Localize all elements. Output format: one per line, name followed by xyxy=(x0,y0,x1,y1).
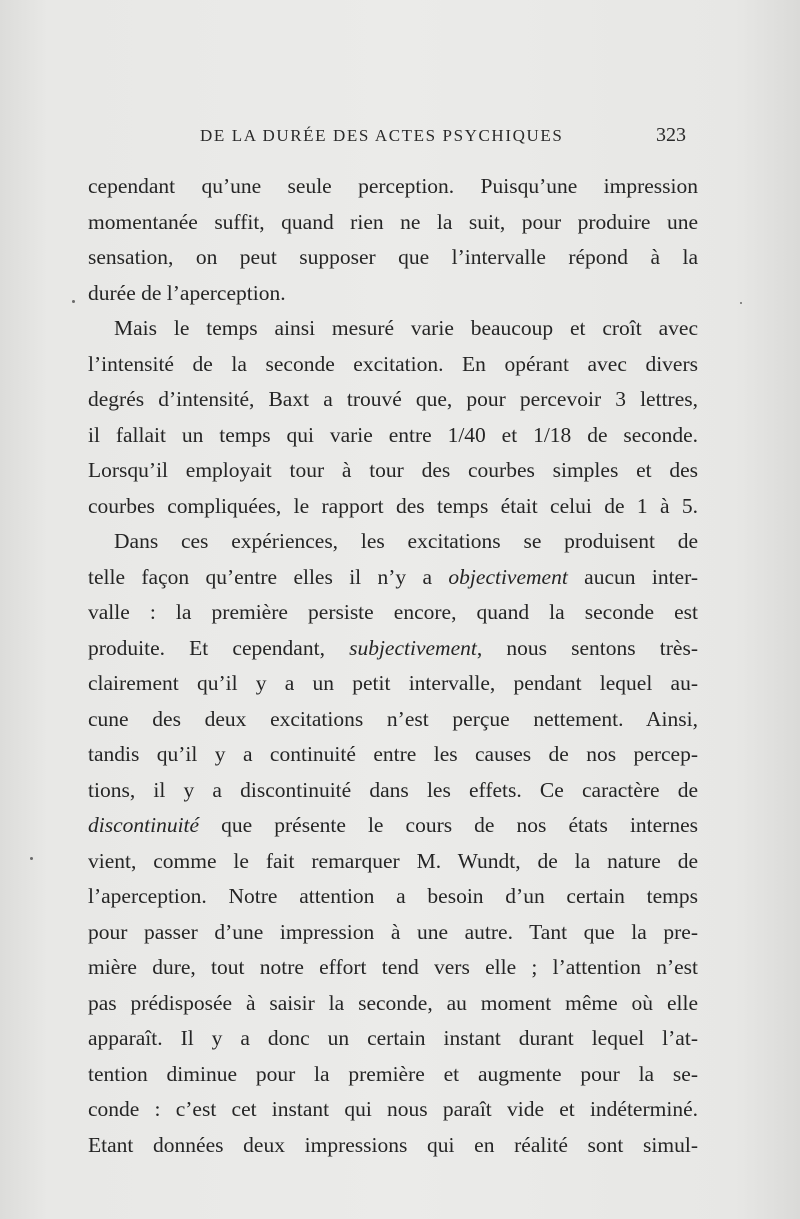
page-number: 323 xyxy=(656,124,686,146)
text-line: tention diminue pour la première et augmente pour la se- xyxy=(88,1061,698,1086)
text-line: produite. Et cependant, subjectivement, nous sentons très- xyxy=(88,635,698,660)
text-line: pour passer d’une impression à une autre. Tant que la pre- xyxy=(88,919,698,944)
text-line: l’aperception. Notre attention a besoin d’un certain temps xyxy=(88,884,698,908)
margin-speck xyxy=(30,857,33,860)
text-line: Mais le temps ainsi mesuré varie beaucoup et croît avec xyxy=(114,316,698,340)
text-line: cependant qu’une seule perception. Puisqu’une impression xyxy=(88,174,698,198)
margin-speck xyxy=(72,300,75,303)
body-text xyxy=(88,169,698,1163)
text-line: discontinuité que présente le cours de nos états internes xyxy=(88,813,698,837)
text-line: sensation, on peut supposer que l’intervalle répond à la xyxy=(88,245,698,269)
text-line: conde : c’est cet instant qui nous paraît vide et indéterminé. xyxy=(88,1097,698,1121)
text-line: valle : la première persiste encore, quand la seconde est xyxy=(88,600,698,624)
running-head xyxy=(0,126,800,156)
text-line: momentanée suffit, quand rien ne la suit, pour produire une xyxy=(88,209,698,234)
text-line: vient, comme le fait remarquer M. Wundt, de la nature de xyxy=(88,848,698,873)
text-line: Lorsqu’il employait tour à tour des courbes simples et des xyxy=(88,458,698,482)
running-title: DE LA DURÉE DES ACTES PSYCHIQUES xyxy=(200,126,564,145)
text-line: Etant données deux impressions qui en réalité sont simul- xyxy=(88,1132,698,1157)
text-line: courbes compliquées, le rapport des temps était celui de 1 à 5. xyxy=(88,493,698,518)
text-line: tions, il y a discontinuité dans les effets. Ce caractère de xyxy=(88,777,698,802)
margin-speck xyxy=(740,302,742,304)
text-line: il fallait un temps qui varie entre 1/40 et 1/18 de seconde. xyxy=(88,422,698,447)
text-line: durée de l’aperception. xyxy=(88,280,286,305)
text-line: mière dure, tout notre effort tend vers elle ; l’attention n’est xyxy=(88,955,698,979)
text-line: degrés d’intensité, Baxt a trouvé que, pour percevoir 3 lettres, xyxy=(88,387,698,411)
text-line: telle façon qu’entre elles il n’y a objectivement aucun inter- xyxy=(88,564,698,589)
text-line: tandis qu’il y a continuité entre les causes de nos percep- xyxy=(88,742,698,766)
text-line: Dans ces expériences, les excitations se produisent de xyxy=(114,529,698,553)
text-line: l’intensité de la seconde excitation. En opérant avec divers xyxy=(88,351,698,376)
text-line: apparaît. Il y a donc un certain instant durant lequel l’at- xyxy=(88,1026,698,1050)
text-line: cune des deux excitations n’est perçue nettement. Ainsi, xyxy=(88,706,698,731)
text-line: pas prédisposée à saisir la seconde, au moment même où elle xyxy=(88,990,698,1015)
text-line: clairement qu’il y a un petit intervalle, pendant lequel au- xyxy=(88,671,698,695)
